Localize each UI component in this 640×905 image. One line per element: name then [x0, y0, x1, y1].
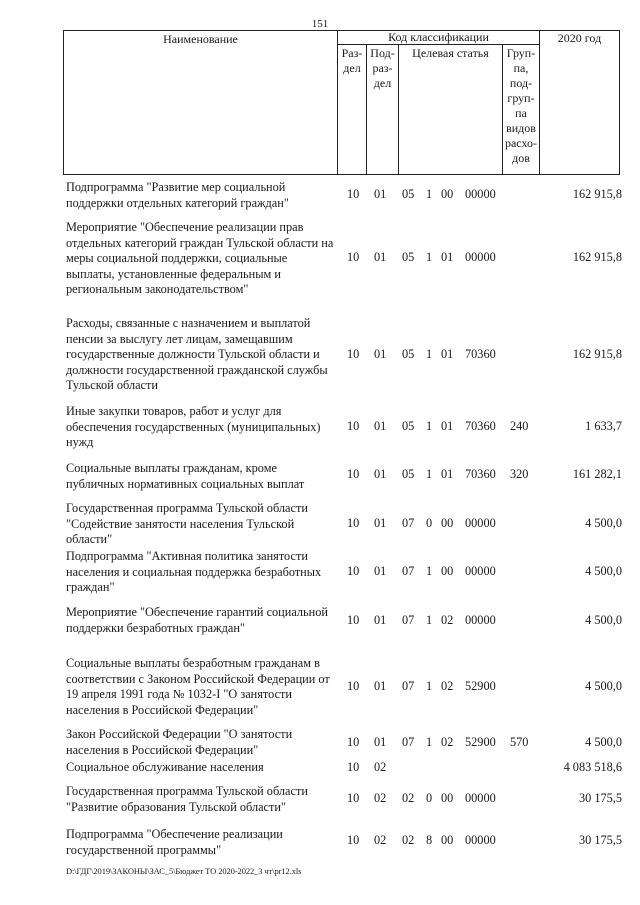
row-subprogram: 1: [426, 467, 433, 481]
row-direction: 00000: [465, 613, 496, 627]
row-subsection: 01: [374, 564, 387, 578]
row-subsection: 01: [374, 467, 387, 481]
row-program: 02: [402, 833, 415, 847]
row-subsection: 01: [374, 347, 387, 361]
row-section: 10: [347, 250, 360, 264]
row-program: 05: [402, 187, 415, 201]
row-event: 02: [441, 613, 454, 627]
row-section: 10: [347, 564, 360, 578]
row-subsection: 01: [374, 187, 387, 201]
header-year: 2020 год: [557, 31, 602, 45]
row-program: 07: [402, 564, 415, 578]
row-direction: 00000: [465, 564, 496, 578]
row-name: Социальные выплаты безработным гражданам в соответствии с Законом Российской Федерации от 19 апреля 1991 года № 1032-I "О занятости населения в Российской Федерации": [66, 656, 330, 717]
page-number: 151: [311, 18, 329, 30]
row-event: 00: [441, 791, 454, 805]
row-sum: 4 500,0: [585, 564, 622, 578]
row-event: 01: [441, 467, 454, 481]
row-program: 07: [402, 613, 415, 627]
row-name: Подпрограмма "Активная политика занятости населения и социальная поддержка безработных граждан": [66, 549, 322, 594]
row-name: Подпрограмма "Развитие мер социальной поддержки отдельных категорий граждан": [66, 180, 289, 210]
row-direction: 52900: [465, 735, 496, 749]
row-subsection: 02: [374, 791, 387, 805]
row-event: 01: [441, 250, 454, 264]
row-section: 10: [347, 735, 360, 749]
row-direction: 70360: [465, 467, 496, 481]
row-direction: 52900: [465, 679, 496, 693]
row-name: Подпрограмма "Обеспечение реализации государственной программы": [66, 827, 283, 857]
row-name: Государственная программа Тульской области "Развитие образования Тульской области": [66, 784, 308, 814]
row-section: 10: [347, 679, 360, 693]
header-target: Целевая статья: [412, 46, 489, 60]
row-event: 01: [441, 419, 454, 433]
row-subprogram: 1: [426, 250, 433, 264]
row-program: 02: [402, 791, 415, 805]
row-subprogram: 0: [426, 516, 433, 530]
row-program: 05: [402, 467, 415, 481]
row-event: 00: [441, 564, 454, 578]
row-section: 10: [347, 516, 360, 530]
row-event: 02: [441, 735, 454, 749]
row-program: 05: [402, 250, 415, 264]
row-subsection: 01: [374, 419, 387, 433]
row-direction: 00000: [465, 791, 496, 805]
row-direction: 00000: [465, 833, 496, 847]
row-subprogram: 1: [426, 347, 433, 361]
row-section: 10: [347, 419, 360, 433]
row-program: 07: [402, 735, 415, 749]
row-subsection: 01: [374, 516, 387, 530]
row-subprogram: 1: [426, 679, 433, 693]
row-section: 10: [347, 467, 360, 481]
row-event: 01: [441, 347, 454, 361]
row-subprogram: 8: [426, 833, 433, 847]
row-program: 07: [402, 516, 415, 530]
header-group: Груп- па, под- груп- па видов расхо- дов: [504, 46, 538, 165]
row-section: 10: [347, 791, 360, 805]
row-subsection: 01: [374, 735, 387, 749]
row-name: Мероприятие "Обеспечение гарантий социальной поддержки безработных граждан": [66, 605, 328, 635]
row-subsection: 02: [374, 833, 387, 847]
row-section: 10: [347, 347, 360, 361]
row-program: 05: [402, 419, 415, 433]
row-program: 07: [402, 679, 415, 693]
row-sum: 30 175,5: [578, 791, 622, 805]
row-sum: 4 500,0: [585, 613, 622, 627]
header-subsection: Под- раз- дел: [370, 46, 395, 90]
row-subsection: 02: [374, 760, 387, 774]
row-direction: 70360: [465, 347, 496, 361]
row-subsection: 01: [374, 679, 387, 693]
row-sum: 30 175,5: [578, 833, 622, 847]
row-subprogram: 1: [426, 187, 433, 201]
row-subsection: 01: [374, 250, 387, 264]
row-expense-type: 570: [510, 735, 529, 749]
row-event: 00: [441, 187, 454, 201]
row-direction: 00000: [465, 516, 496, 530]
row-subsection: 01: [374, 613, 387, 627]
row-section: 10: [347, 187, 360, 201]
row-event: 00: [441, 516, 454, 530]
row-name: Социальные выплаты гражданам, кроме публичных нормативных социальных выплат: [66, 461, 305, 491]
row-name: Иные закупки товаров, работ и услуг для обеспечения государственных (муниципальных) нужд: [66, 404, 321, 449]
row-section: 10: [347, 760, 360, 774]
row-direction: 00000: [465, 187, 496, 201]
row-name: Государственная программа Тульской области "Содействие занятости населения Тульской области": [66, 501, 308, 546]
row-direction: 70360: [465, 419, 496, 433]
row-subprogram: 1: [426, 419, 433, 433]
row-event: 00: [441, 833, 454, 847]
row-sum: 162 915,8: [572, 187, 622, 201]
row-name: Социальное обслуживание населения: [66, 760, 264, 774]
header-section: Раз- дел: [341, 46, 363, 75]
row-direction: 00000: [465, 250, 496, 264]
row-sum: 162 915,8: [572, 250, 622, 264]
file-path-footer: D:\ГДГ\2019\ЗАКОНЫ\ЗАС_5\Бюджет ТО 2020-2022_3 чт\pr12.xls: [66, 866, 302, 876]
row-sum: 4 083 518,6: [563, 760, 622, 774]
row-program: 05: [402, 347, 415, 361]
header-code: Код классификации: [388, 30, 489, 44]
header-name: Наименование: [163, 32, 238, 46]
row-name: Закон Российской Федерации "О занятости населения в Российской Федерации": [66, 727, 293, 757]
row-sum: 1 633,7: [585, 419, 622, 433]
row-sum: 4 500,0: [585, 516, 622, 530]
row-sum: 4 500,0: [585, 735, 622, 749]
row-subprogram: 1: [426, 613, 433, 627]
row-subprogram: 1: [426, 735, 433, 749]
row-sum: 161 282,1: [572, 467, 622, 481]
row-name: Расходы, связанные с назначением и выплатой пенсии за выслугу лет лицам, замещавшим государственные должности Тульской области и должности государственной гражданской службы Тульской области: [66, 316, 328, 392]
row-event: 02: [441, 679, 454, 693]
row-expense-type: 320: [510, 467, 529, 481]
row-section: 10: [347, 613, 360, 627]
row-section: 10: [347, 833, 360, 847]
row-subprogram: 1: [426, 564, 433, 578]
row-sum: 162 915,8: [572, 347, 622, 361]
row-sum: 4 500,0: [585, 679, 622, 693]
row-expense-type: 240: [510, 419, 529, 433]
row-name: Мероприятие "Обеспечение реализации прав отдельных категорий граждан Тульской области на меры социальной поддержки, социальные выплаты, установленные федеральным и региональным законодательством": [66, 220, 334, 296]
row-subprogram: 0: [426, 791, 433, 805]
